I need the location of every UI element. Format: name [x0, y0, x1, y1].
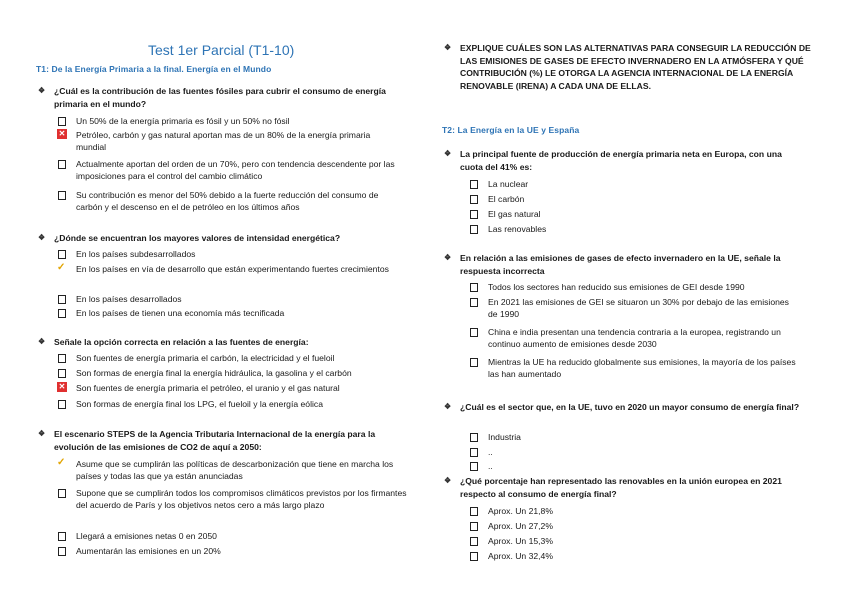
section-heading-t1: T1: De la Energía Primaria a la final. Energía en el Mundo: [36, 64, 272, 74]
option-8d[interactable]: [470, 550, 790, 562]
question-text: EXPLIQUE CUÁLES SON LAS ALTERNATIVAS PARA CONSEGUIR LA REDUCCIÓN DE LAS EMISIONES DE GASES DE EFECTO INVERNADERO EN LA ATMÓSFERA Y QUÉ CONTRIBUCIÓN (%) LE OTORGA LA AGENCIA INTERNACIONAL DE LA ENERGÍA RENOVABLE (IRENA) A CADA UNA DE ELLAS.: [460, 43, 811, 91]
option-text: ..: [488, 447, 493, 457]
question-text: Señale la opción correcta en relación a las fuentes de energía:: [54, 337, 309, 347]
option-2d[interactable]: [58, 307, 398, 319]
question-7: [444, 401, 806, 414]
checkbox-icon[interactable]: [470, 225, 478, 234]
option-text: Mientras la UE ha reducido globalmente sus emisiones, la mayoría de los países las han aumentado: [488, 357, 796, 380]
option-text: En los países subdesarrollados: [76, 249, 196, 259]
option-text: La nuclear: [488, 179, 529, 189]
checkbox-icon[interactable]: [58, 489, 66, 498]
checkbox-icon[interactable]: [470, 522, 478, 531]
option-6d[interactable]: [470, 356, 800, 381]
checkmark-icon: ✓: [57, 457, 66, 468]
option-text: Aprox. Un 21,8%: [488, 506, 553, 516]
checkbox-icon[interactable]: [470, 462, 478, 471]
option-5c[interactable]: [470, 208, 790, 220]
checkbox-icon[interactable]: [58, 309, 66, 318]
checkbox-icon[interactable]: [58, 400, 66, 409]
option-text: Petróleo, carbón y gas natural aportan mas de un 80% de la energía primaria mundial: [76, 130, 371, 153]
question-3: [38, 336, 388, 349]
option-4d[interactable]: [58, 545, 398, 557]
option-text: ..: [488, 461, 493, 471]
option-4b[interactable]: [58, 487, 408, 512]
question-4: [38, 428, 406, 453]
diamond-bullet-icon: ❖: [38, 233, 46, 242]
option-3a[interactable]: [58, 352, 403, 364]
diamond-bullet-icon: ❖: [444, 402, 452, 411]
checkbox-icon[interactable]: [58, 250, 66, 259]
option-3d[interactable]: [58, 398, 403, 410]
option-text: Asume que se cumplirán las políticas de descarbonización que tiene en marcha los países y todas las que ya están anunciadas: [76, 459, 394, 482]
diamond-bullet-icon: ❖: [444, 253, 452, 262]
checkbox-icon[interactable]: [470, 448, 478, 457]
option-3c[interactable]: [58, 382, 403, 394]
checkbox-icon[interactable]: [470, 328, 478, 337]
option-1d[interactable]: [58, 189, 403, 214]
option-6a[interactable]: [470, 281, 800, 293]
option-8b[interactable]: [470, 520, 790, 532]
checkbox-icon[interactable]: [470, 507, 478, 516]
option-8c[interactable]: [470, 535, 790, 547]
question-8: [444, 475, 806, 500]
checkbox-icon[interactable]: [470, 210, 478, 219]
option-text: Las renovables: [488, 224, 547, 234]
option-7c[interactable]: [470, 460, 790, 472]
option-4a[interactable]: [58, 458, 398, 483]
checkbox-icon[interactable]: [470, 283, 478, 292]
option-5d[interactable]: [470, 223, 790, 235]
essay-question: [444, 42, 812, 92]
option-2a[interactable]: [58, 248, 398, 260]
option-text: En 2021 las emisiones de GEI se situaron un 30% por debajo de las emisiones de 1990: [488, 297, 789, 320]
option-5b[interactable]: [470, 193, 790, 205]
diamond-bullet-icon: ❖: [38, 337, 46, 346]
option-text: Son formas de energía final los LPG, el fueloil y la energía eólica: [76, 399, 323, 409]
option-text: Su contribución es menor del 50% debido a la fuerte reducción del consumo de carbón y el descenso en el de petróleo en los últimos años: [76, 190, 379, 213]
option-text: En los países desarrollados: [76, 294, 182, 304]
option-3b[interactable]: [58, 367, 403, 379]
option-1a[interactable]: [58, 115, 398, 127]
option-7b[interactable]: [470, 446, 790, 458]
option-4c[interactable]: [58, 530, 398, 542]
diamond-bullet-icon: ❖: [444, 476, 452, 485]
option-7a[interactable]: [470, 431, 790, 443]
diamond-bullet-icon: ❖: [444, 43, 452, 52]
option-text: Industria: [488, 432, 521, 442]
option-2c[interactable]: [58, 293, 398, 305]
section-heading-t2: T2: La Energía en la UE y España: [442, 125, 580, 135]
option-text: En los países en vía de desarrollo que están experimentando fuertes crecimientos: [76, 264, 389, 274]
option-text: China e india presentan una tendencia contraria a la europea, registrando un continuo aumento de emisiones desde 2030: [488, 327, 781, 350]
checkbox-icon[interactable]: [58, 117, 66, 126]
checkbox-icon[interactable]: [58, 532, 66, 541]
checkbox-icon[interactable]: [58, 191, 66, 200]
checkmark-icon: ✓: [57, 262, 66, 273]
diamond-bullet-icon: ❖: [38, 429, 46, 438]
document-title: Test 1er Parcial (T1-10): [148, 42, 295, 58]
question-text: ¿Dónde se encuentran los mayores valores de intensidad energética?: [54, 233, 341, 243]
question-text: El escenario STEPS de la Agencia Tributaria Internacional de la energía para la evolución de las emisiones de CO2 de aquí a 2050:: [54, 429, 376, 452]
option-text: El gas natural: [488, 209, 541, 219]
question-text: ¿Cuál es el sector que, en la UE, tuvo en 2020 un mayor consumo de energía final?: [460, 402, 800, 412]
option-text: Todos los sectores han reducido sus emisiones de GEI desde 1990: [488, 282, 745, 292]
option-text: Un 50% de la energía primaria es fósil y un 50% no fósil: [76, 116, 290, 126]
wrong-mark-icon: ✕: [58, 382, 66, 391]
option-text: Son fuentes de energía primaria el carbón, la electricidad y el fueloil: [76, 353, 335, 363]
option-text: Aprox. Un 32,4%: [488, 551, 553, 561]
checkbox-icon[interactable]: [58, 295, 66, 304]
checkbox-icon[interactable]: [470, 358, 478, 367]
option-1b[interactable]: [58, 129, 388, 154]
checkbox-icon[interactable]: [470, 537, 478, 546]
option-text: Son formas de energía final la energía hidráulica, la gasolina y el carbón: [76, 368, 352, 378]
checkbox-icon[interactable]: [58, 369, 66, 378]
checkbox-icon[interactable]: [470, 180, 478, 189]
option-2b[interactable]: [58, 263, 398, 275]
checkbox-icon[interactable]: [58, 160, 66, 169]
option-1c[interactable]: [58, 158, 398, 183]
wrong-mark-icon: ✕: [58, 129, 66, 138]
option-text: Aprox. Un 27,2%: [488, 521, 553, 531]
question-text: ¿Cuál es la contribución de las fuentes fósiles para cubrir el consumo de energía primaria en el mundo?: [54, 86, 386, 109]
option-text: El carbón: [488, 194, 525, 204]
question-text: ¿Qué porcentaje han representado las renovables en la unión europea en 2021 respecto al consumo de energía final?: [460, 476, 782, 499]
option-text: En los países de tienen una economía más tecnificada: [76, 308, 285, 318]
option-text: Aumentarán las emisiones en un 20%: [76, 546, 221, 556]
option-8a[interactable]: [470, 505, 790, 517]
checkbox-icon[interactable]: [470, 298, 478, 307]
question-2: [38, 232, 388, 245]
checkbox-icon[interactable]: [470, 433, 478, 442]
checkbox-icon[interactable]: [58, 354, 66, 363]
checkbox-icon[interactable]: [58, 547, 66, 556]
option-6b[interactable]: [470, 296, 800, 321]
diamond-bullet-icon: ❖: [444, 149, 452, 158]
option-text: Aprox. Un 15,3%: [488, 536, 553, 546]
option-text: Son fuentes de energía primaria el petróleo, el uranio y el gas natural: [76, 383, 340, 393]
checkbox-icon[interactable]: [470, 195, 478, 204]
question-text: En relación a las emisiones de gases de efecto invernadero en la UE, señale la respuesta incorrecta: [460, 253, 781, 276]
question-1: [38, 85, 388, 110]
option-text: Supone que se cumplirán todos los compromisos climáticos previstos por los firmantes del acuerdo de París y los objetivos netos cero a más largo plazo: [76, 488, 407, 511]
question-5: [444, 148, 804, 173]
question-text: La principal fuente de producción de energía primaria neta en Europa, con una cuota del 41% es:: [460, 149, 782, 172]
diamond-bullet-icon: ❖: [38, 86, 46, 95]
checkbox-icon[interactable]: [470, 552, 478, 561]
option-6c[interactable]: [470, 326, 800, 351]
option-text: Actualmente aportan del orden de un 70%, pero con tendencia descendente por las imposiciones para el control del cambio climático: [76, 159, 395, 182]
option-text: Llegará a emisiones netas 0 en 2050: [76, 531, 217, 541]
option-5a[interactable]: [470, 178, 790, 190]
question-6: [444, 252, 806, 277]
